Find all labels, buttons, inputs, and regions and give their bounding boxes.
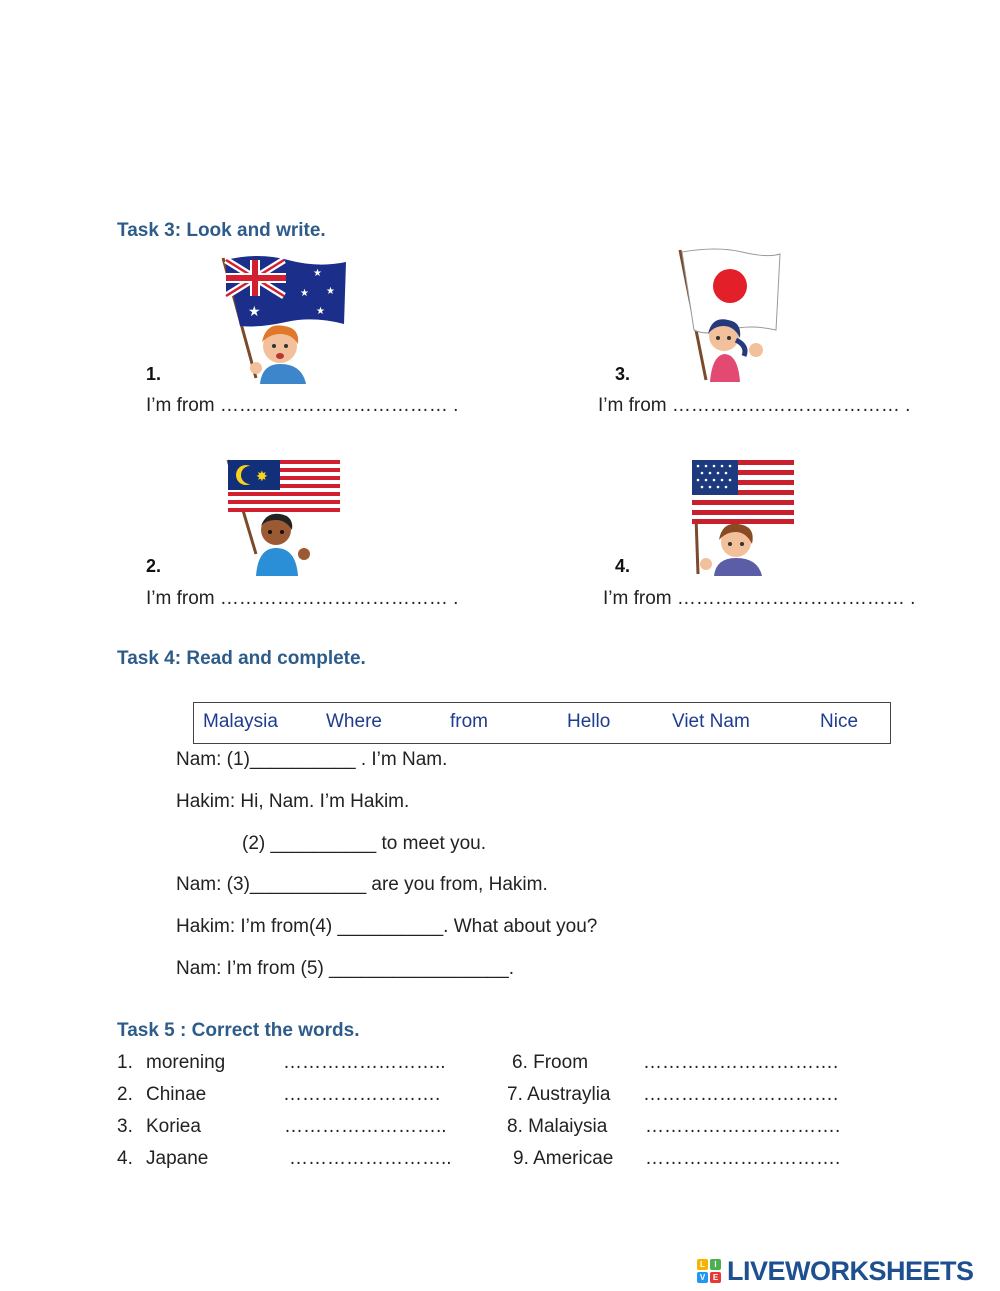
logo-text: LIVEWORKSHEETS xyxy=(727,1255,974,1286)
dialogue-line-6[interactable]: Nam: I’m from (5) _________________. xyxy=(176,958,514,979)
svg-text:✸: ✸ xyxy=(256,469,268,485)
task5-item-7-word: 7. Austraylia xyxy=(507,1084,611,1105)
task3-item-2-answer-line[interactable]: I’m from ……………………………… . xyxy=(146,588,459,609)
task5-item-1-number: 1. xyxy=(117,1052,133,1073)
child-figure xyxy=(250,325,306,384)
child-figure xyxy=(256,514,310,576)
task5-item-6-word: 6. Froom xyxy=(512,1052,589,1073)
task3-item-3-answer-line[interactable]: I’m from ……………………………… . xyxy=(598,395,911,416)
svg-text:★: ★ xyxy=(316,306,325,317)
svg-text:★: ★ xyxy=(326,286,335,297)
task5-item-4-answer[interactable]: …………………….. xyxy=(289,1148,452,1169)
task5-item-3-word: Koriea xyxy=(146,1116,201,1137)
word-bank xyxy=(193,702,891,744)
usa-flag xyxy=(692,460,794,524)
child-figure xyxy=(700,524,762,576)
task5-item-4-word: Japane xyxy=(146,1148,209,1169)
dialogue-line-4[interactable]: Nam: (3)___________ are you from, Hakim. xyxy=(176,874,548,895)
task5-item-2-number: 2. xyxy=(117,1084,133,1105)
task5-title: Task 5 : Correct the words. xyxy=(117,1020,360,1041)
word-bank-where[interactable]: Where xyxy=(326,711,382,732)
australia-flag-child-illustration xyxy=(218,250,353,385)
dialogue-line-3[interactable]: (2) __________ to meet you. xyxy=(242,833,487,854)
task5-item-2-word: Chinae xyxy=(146,1084,207,1105)
word-bank-from[interactable]: from xyxy=(450,711,488,732)
dialogue-line-5[interactable]: Hakim: I’m from(4) __________. What about you? xyxy=(176,916,598,937)
task3-item-4-answer-line[interactable]: I’m from ……………………………… . xyxy=(603,588,916,609)
australia-flag xyxy=(226,256,346,327)
word-bank-viet-nam[interactable]: Viet Nam xyxy=(672,711,750,732)
task3-item-1-answer-line[interactable]: I’m from ……………………………… . xyxy=(146,395,459,416)
task3-item-4-number: 4. xyxy=(615,556,631,576)
svg-text:★: ★ xyxy=(313,268,322,279)
task5-item-7-answer[interactable]: …………………………. xyxy=(643,1084,839,1105)
task5-item-8-word: 8. Malaiysia xyxy=(507,1116,608,1137)
malaysia-flag-child-illustration xyxy=(222,454,347,579)
task5-item-4-number: 4. xyxy=(117,1148,133,1169)
malaysia-flag xyxy=(228,460,340,512)
logo-grid-icon: L I V E xyxy=(697,1259,721,1283)
task3-title: Task 3: Look and write. xyxy=(117,220,326,241)
svg-text:★: ★ xyxy=(300,288,309,299)
task4-title: Task 4: Read and complete. xyxy=(117,648,366,669)
task5-item-9-word: 9. Americae xyxy=(513,1148,614,1169)
task3-item-1-number: 1. xyxy=(146,364,162,384)
japan-flag xyxy=(682,249,780,333)
child-figure xyxy=(708,319,763,382)
svg-text:★: ★ xyxy=(248,304,261,320)
task5-item-6-answer[interactable]: …………………………. xyxy=(643,1052,839,1073)
usa-flag-child-illustration xyxy=(684,456,799,578)
task5-item-2-answer[interactable]: ……………………. xyxy=(283,1084,441,1105)
task5-item-1-word: morening xyxy=(146,1052,226,1073)
dialogue-line-1[interactable]: Nam: (1)__________ . I’m Nam. xyxy=(176,749,448,770)
word-bank-nice[interactable]: Nice xyxy=(820,711,859,732)
dialogue-line-2: Hakim: Hi, Nam. I’m Hakim. xyxy=(176,791,410,812)
japan-flag-child-illustration xyxy=(672,246,792,384)
task5-item-9-answer[interactable]: …………………………. xyxy=(645,1148,841,1169)
word-bank-hello[interactable]: Hello xyxy=(567,711,611,732)
task5-item-8-answer[interactable]: …………………………. xyxy=(645,1116,841,1137)
task5-item-1-answer[interactable]: …………………….. xyxy=(283,1052,446,1073)
task5-item-3-number: 3. xyxy=(117,1116,133,1137)
word-bank-malaysia[interactable]: Malaysia xyxy=(203,711,278,732)
liveworksheets-logo[interactable] xyxy=(697,1255,974,1287)
task3-item-3-number: 3. xyxy=(615,364,631,384)
task5-item-3-answer[interactable]: …………………….. xyxy=(284,1116,447,1137)
task3-item-2-number: 2. xyxy=(146,556,162,576)
